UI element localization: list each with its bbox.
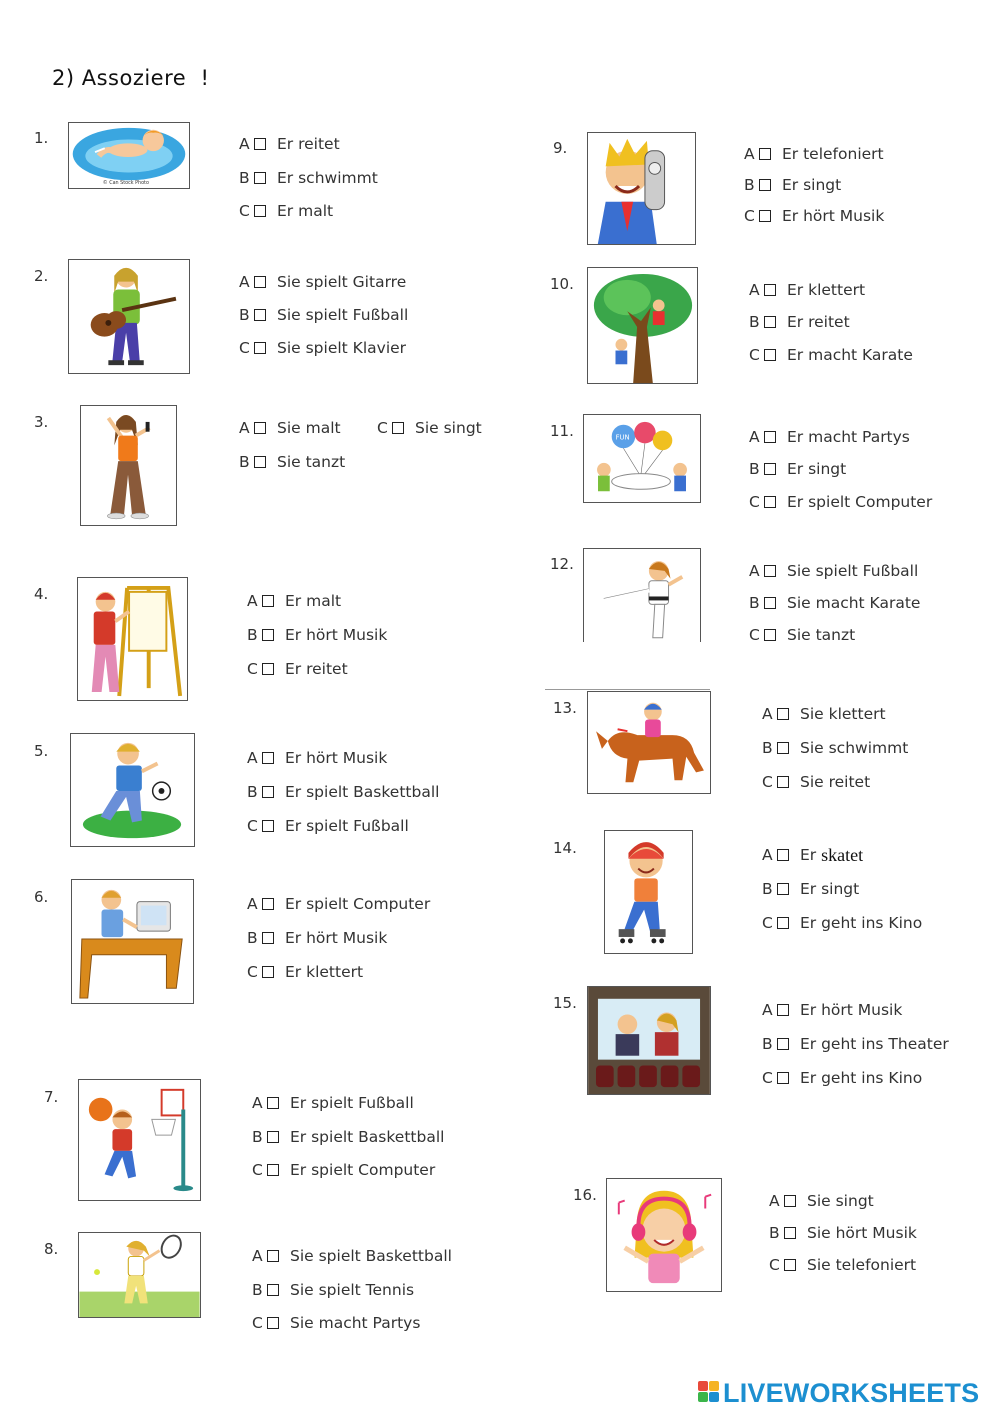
answer-checkbox[interactable] [777, 883, 789, 895]
option-text: Er spielt Fußball [285, 817, 409, 835]
option-row [762, 845, 863, 865]
answer-checkbox[interactable] [784, 1195, 796, 1207]
option-text: Er geht ins Theater [800, 1035, 949, 1053]
option-row [252, 1246, 452, 1266]
option-text: Er spielt Baskettball [285, 783, 440, 801]
option-letter: B [247, 783, 258, 801]
option-text: Er spielt Computer [787, 493, 933, 511]
option-letter: B [769, 1224, 780, 1242]
copyright-caption: © Can Stock Photo [102, 180, 149, 187]
answer-checkbox[interactable] [764, 629, 776, 641]
option-letter: B [762, 880, 773, 898]
option-letter: B [749, 460, 760, 478]
option-row [749, 345, 913, 365]
answer-checkbox[interactable] [759, 179, 771, 191]
answer-checkbox[interactable] [764, 496, 776, 508]
answer-checkbox[interactable] [777, 1038, 789, 1050]
option-letter: A [744, 145, 755, 163]
answer-checkbox[interactable] [267, 1284, 279, 1296]
option-text: Sie spielt Fußball [787, 562, 919, 580]
option-text: Er telefoniert [782, 145, 884, 163]
question-number: 5. [34, 742, 49, 760]
answer-checkbox[interactable] [262, 932, 274, 944]
option-text: Er hört Musik [285, 626, 388, 644]
option-row [247, 894, 430, 914]
option-row [762, 913, 922, 933]
option-text: Sie klettert [800, 705, 886, 723]
worksheet-title: 2) Assoziere ! [52, 66, 210, 90]
option-row [247, 591, 341, 611]
headphones-girl-picture [606, 1178, 722, 1292]
answer-checkbox[interactable] [262, 752, 274, 764]
answer-checkbox[interactable] [784, 1259, 796, 1271]
option-text: Sie tanzt [277, 453, 346, 471]
question-number: 13. [553, 699, 577, 717]
answer-checkbox[interactable] [254, 205, 266, 217]
answer-checkbox[interactable] [777, 849, 789, 861]
computer-boy-picture [71, 879, 194, 1004]
option-row [247, 659, 348, 679]
option-row [749, 561, 918, 581]
option-text: Sie spielt Tennis [290, 1281, 415, 1299]
option-row [252, 1280, 414, 1300]
logo-text: LIVEWORKSHEETS [723, 1377, 980, 1408]
option-letter: B [252, 1281, 263, 1299]
answer-checkbox[interactable] [777, 1072, 789, 1084]
option-row [252, 1093, 414, 1113]
answer-checkbox[interactable] [759, 148, 771, 160]
option-text: Er malt [277, 202, 334, 220]
option-text: Er reitet [277, 135, 340, 153]
option-text: Er singt [800, 880, 860, 898]
option-letter: B [749, 594, 760, 612]
option-letter: B [762, 739, 773, 757]
liveworksheets-logo [698, 1378, 979, 1408]
option-row [744, 144, 884, 164]
option-letter: B [252, 1128, 263, 1146]
option-row [252, 1313, 420, 1333]
question-number: 9. [553, 139, 568, 157]
guitar-player-picture [68, 259, 190, 374]
option-row [749, 459, 846, 479]
option-letter: A [749, 562, 760, 580]
option-row [769, 1255, 916, 1275]
question-number: 2. [34, 267, 49, 285]
option-text: Sie spielt Fußball [277, 306, 409, 324]
option-row [247, 816, 409, 836]
option-text: Er hört Musik [782, 207, 885, 225]
answer-checkbox[interactable] [764, 463, 776, 475]
option-letter: A [252, 1247, 263, 1265]
option-letter: A [762, 705, 773, 723]
option-row [762, 1068, 922, 1088]
answer-checkbox[interactable] [254, 276, 266, 288]
option-text: Sie hört Musik [807, 1224, 917, 1242]
option-letter: A [247, 749, 258, 767]
answer-checkbox[interactable] [784, 1227, 796, 1239]
option-text: Sie macht Partys [290, 1314, 421, 1332]
answer-checkbox[interactable] [267, 1131, 279, 1143]
cinema-picture [587, 986, 711, 1095]
option-text: Er macht Karate [787, 346, 913, 364]
option-letter: A [762, 1001, 773, 1019]
answer-checkbox[interactable] [262, 898, 274, 910]
option-row [239, 168, 378, 188]
option-row [749, 427, 910, 447]
answer-checkbox[interactable] [764, 597, 776, 609]
answer-checkbox[interactable] [262, 595, 274, 607]
soccer-boy-picture [70, 733, 195, 847]
answer-checkbox[interactable] [262, 629, 274, 641]
question-number: 15. [553, 994, 577, 1012]
option-letter: A [749, 281, 760, 299]
option-text: Sie telefoniert [807, 1256, 917, 1274]
option-row [762, 738, 908, 758]
option-row [239, 305, 408, 325]
option-letter: C [769, 1256, 780, 1274]
karate-girl-picture [583, 548, 701, 642]
option-row [247, 625, 387, 645]
option-letter: B [239, 453, 250, 471]
option-row [247, 962, 363, 982]
question-number: 12. [550, 555, 574, 573]
answer-checkbox[interactable] [777, 708, 789, 720]
option-letter: A [247, 592, 258, 610]
answer-checkbox[interactable] [262, 663, 274, 675]
option-letter: A [749, 428, 760, 446]
answer-checkbox[interactable] [764, 316, 776, 328]
option-row [762, 879, 859, 899]
option-letter: B [762, 1035, 773, 1053]
answer-checkbox[interactable] [764, 565, 776, 577]
option-row [762, 772, 870, 792]
option-row [744, 175, 841, 195]
option-row [762, 704, 886, 724]
option-letter: C [239, 202, 250, 220]
option-text: Sie singt [415, 419, 482, 437]
question-number: 8. [44, 1240, 59, 1258]
option-letter: C [762, 914, 773, 932]
option-letter: C [252, 1314, 263, 1332]
question-number: 16. [573, 1186, 597, 1204]
answer-checkbox[interactable] [392, 422, 404, 434]
answer-checkbox[interactable] [254, 309, 266, 321]
answer-checkbox[interactable] [262, 820, 274, 832]
option-text: Er schwimmt [277, 169, 378, 187]
option-row [239, 338, 406, 358]
option-row [377, 418, 482, 438]
singing-girl-picture [80, 405, 177, 526]
option-text: Er macht Partys [787, 428, 910, 446]
option-letter: B [247, 929, 258, 947]
question-number: 1. [34, 129, 49, 147]
option-text-handwritten: skatet [821, 844, 864, 865]
option-row [749, 593, 920, 613]
party-picture [583, 414, 701, 503]
option-letter: C [749, 346, 760, 364]
option-text: Sie spielt Baskettball [290, 1247, 452, 1265]
answer-checkbox[interactable] [254, 422, 266, 434]
option-row [749, 280, 865, 300]
option-row [239, 418, 341, 438]
answer-checkbox[interactable] [764, 284, 776, 296]
telephone-man-picture [587, 132, 696, 245]
option-text: Er klettert [285, 963, 364, 981]
tennis-girl-picture [78, 1232, 201, 1318]
answer-checkbox[interactable] [267, 1317, 279, 1329]
option-letter: C [247, 817, 258, 835]
question-number: 6. [34, 888, 49, 906]
basketball-boy-picture [78, 1079, 201, 1201]
swimming-boy-picture [68, 122, 190, 189]
answer-checkbox[interactable] [777, 917, 789, 929]
answer-checkbox[interactable] [777, 776, 789, 788]
option-text: Sie schwimmt [800, 739, 909, 757]
option-letter: A [762, 846, 773, 864]
option-text: Sie singt [807, 1192, 874, 1210]
option-row [749, 312, 850, 332]
option-letter: C [762, 773, 773, 791]
balloon-caption: FUN [615, 433, 630, 442]
option-row [762, 1000, 902, 1020]
option-text: Er klettert [787, 281, 866, 299]
answer-checkbox[interactable] [267, 1164, 279, 1176]
divider-line [545, 689, 710, 690]
answer-checkbox[interactable] [254, 456, 266, 468]
answer-checkbox[interactable] [764, 431, 776, 443]
answer-checkbox[interactable] [267, 1250, 279, 1262]
option-row [749, 625, 855, 645]
option-letter: C [252, 1161, 263, 1179]
question-number: 4. [34, 585, 49, 603]
option-text: Er hört Musik [800, 1001, 903, 1019]
option-row [252, 1160, 435, 1180]
option-text: Sie spielt Klavier [277, 339, 407, 357]
option-row [252, 1127, 444, 1147]
answer-checkbox[interactable] [267, 1097, 279, 1109]
question-number: 14. [553, 839, 577, 857]
option-text: Er singt [782, 176, 842, 194]
option-text: Er spielt Computer [285, 895, 431, 913]
option-letter: B [247, 626, 258, 644]
option-text: Sie malt [277, 419, 341, 437]
option-row [239, 201, 333, 221]
question-number: 7. [44, 1088, 59, 1106]
option-letter: A [239, 273, 250, 291]
painting-boy-picture [77, 577, 188, 701]
answer-checkbox[interactable] [262, 966, 274, 978]
option-letter: C [247, 660, 258, 678]
option-letter: C [377, 419, 388, 437]
answer-checkbox[interactable] [777, 742, 789, 754]
option-row [749, 492, 932, 512]
question-number: 11. [550, 422, 574, 440]
option-row [744, 206, 884, 226]
option-letter: C [239, 339, 250, 357]
option-letter: C [744, 207, 755, 225]
option-text: Er spielt Baskettball [290, 1128, 445, 1146]
option-text: Er [800, 846, 817, 864]
option-text: Er geht ins Kino [800, 914, 923, 932]
logo-icon [698, 1381, 720, 1405]
option-text: Sie tanzt [787, 626, 856, 644]
question-number: 10. [550, 275, 574, 293]
option-letter: B [744, 176, 755, 194]
option-row [247, 928, 387, 948]
option-letter: C [749, 493, 760, 511]
option-letter: B [749, 313, 760, 331]
option-row [239, 452, 345, 472]
option-text: Sie reitet [800, 773, 871, 791]
option-text: Er singt [787, 460, 847, 478]
option-row [239, 134, 340, 154]
option-row [247, 748, 387, 768]
option-row [762, 1034, 949, 1054]
option-letter: C [749, 626, 760, 644]
option-text: Er hört Musik [285, 929, 388, 947]
option-letter: B [239, 169, 250, 187]
option-letter: A [239, 135, 250, 153]
answer-checkbox[interactable] [254, 342, 266, 354]
answer-checkbox[interactable] [254, 172, 266, 184]
question-number: 3. [34, 413, 49, 431]
tree-climbing-picture [587, 267, 698, 384]
option-text: Er malt [285, 592, 342, 610]
option-text: Er reitet [787, 313, 850, 331]
option-letter: C [247, 963, 258, 981]
option-row [247, 782, 439, 802]
answer-checkbox[interactable] [262, 786, 274, 798]
horse-riding-picture [587, 691, 711, 794]
option-letter: A [239, 419, 250, 437]
option-text: Sie spielt Gitarre [277, 273, 407, 291]
answer-checkbox[interactable] [254, 138, 266, 150]
answer-checkbox[interactable] [759, 210, 771, 222]
option-letter: A [769, 1192, 780, 1210]
option-letter: B [239, 306, 250, 324]
option-row [769, 1223, 917, 1243]
option-text: Er geht ins Kino [800, 1069, 923, 1087]
option-text: Sie macht Karate [787, 594, 921, 612]
answer-checkbox[interactable] [777, 1004, 789, 1016]
option-text: Er hört Musik [285, 749, 388, 767]
option-row [239, 272, 406, 292]
option-text: Er spielt Computer [290, 1161, 436, 1179]
option-row [769, 1191, 874, 1211]
skating-boy-picture [604, 830, 693, 954]
option-letter: A [247, 895, 258, 913]
answer-checkbox[interactable] [764, 349, 776, 361]
option-text: Er reitet [285, 660, 348, 678]
option-letter: A [252, 1094, 263, 1112]
option-text: Er spielt Fußball [290, 1094, 414, 1112]
option-letter: C [762, 1069, 773, 1087]
